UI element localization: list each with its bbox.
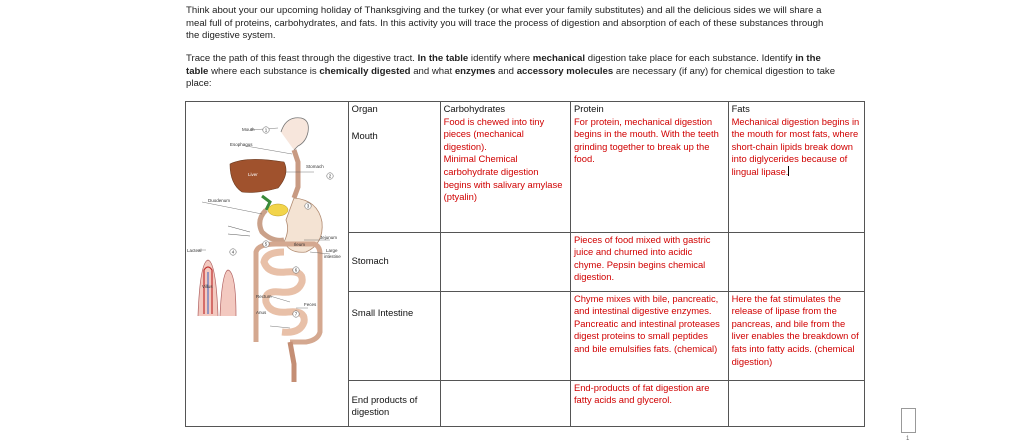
instr-bold-chemically: chemically digested xyxy=(319,65,411,77)
label-villus: Villus xyxy=(202,284,213,289)
label-large: Large xyxy=(326,248,338,253)
end-products-protein-cell[interactable]: End-products of fat digestion are fatty acids and glycerol. xyxy=(570,380,728,426)
instr-text-6: and xyxy=(495,65,517,77)
end-products-fats-cell[interactable] xyxy=(728,380,864,426)
mouth-fats-text: Mechanical digestion begins in the mouth for most fats, where short-chain lipids break down into diglycerides because of lingual lipase. xyxy=(731,115,860,177)
organ-label: Mouth xyxy=(351,129,378,141)
label-anus: Anus xyxy=(256,310,267,315)
page-number: 1 xyxy=(906,436,910,442)
mouth-carbs-text: Food is chewed into tiny pieces (mechanical digestion). Minimal Chemical carbohydrate digestion begins with salivary amylase (ptyalin) xyxy=(443,115,563,203)
marker-3 xyxy=(305,203,311,209)
digestive-system-diagram-cell xyxy=(186,102,349,427)
label-duodenum: Duodenum xyxy=(208,198,231,203)
marker-2 xyxy=(327,173,333,179)
instr-text-2: identify where xyxy=(468,53,533,64)
label-liver: Liver xyxy=(248,172,258,177)
marker-4 xyxy=(230,249,236,255)
svg-text:1: 1 xyxy=(264,127,268,133)
svg-text:6: 6 xyxy=(294,267,298,273)
scroll-indicator-box[interactable] xyxy=(901,408,916,433)
label-stomach: Stomach xyxy=(306,164,324,169)
instr-bold-accessory: accessory molecules xyxy=(516,65,614,77)
small-intestine-carbs-cell[interactable] xyxy=(440,291,570,380)
end-products-carbs-cell[interactable] xyxy=(440,380,570,426)
header-carbohydrates: Carbohydrates xyxy=(443,103,506,114)
small-intestine-fats-cell[interactable]: Here the fat stimulates the release of lipase from the pancreas, and bile from the liver enables the breakdown of fats into fatty acids. (chemical digestion) xyxy=(728,291,864,380)
table-row xyxy=(186,102,865,233)
instr-text-4: where each substance is xyxy=(208,65,320,77)
stomach-carbs-cell[interactable] xyxy=(440,232,570,291)
marker-1 xyxy=(263,127,269,133)
organ-end-products: End products of digestion xyxy=(348,380,440,426)
digestion-table xyxy=(185,101,865,427)
instr-text-5: and what xyxy=(410,65,455,77)
digestive-system-diagram xyxy=(186,102,346,422)
header-organ: Organ xyxy=(351,103,378,114)
marker-6 xyxy=(293,267,299,273)
label-feces: Feces xyxy=(304,302,317,307)
mouth-fats-cell[interactable] xyxy=(728,102,864,233)
label-ileum: Ileum xyxy=(294,242,306,247)
label-lacteal: Lacteal xyxy=(187,248,202,253)
intro-paragraph: Think about your our upcoming holiday of Thanksgiving and the turkey (or what ever your family substitutes) and all the delicious sides we will share a meal full of proteins, carbohydrates, and fats. In this activity you will trace the process of digestion and absorption of each of these substances through the digestive system. xyxy=(186,5,824,41)
instr-text-1: Trace the path of this feast through the digestive tract. xyxy=(186,53,418,64)
svg-text:2: 2 xyxy=(328,173,332,179)
stomach-protein-cell[interactable]: Pieces of food mixed with gastric juice and churned into acidic chyme. Pepsin begins chemical digestion. xyxy=(570,232,728,291)
header-fats: Fats xyxy=(731,103,750,114)
label-esophagus: Esophagus xyxy=(230,142,253,147)
organ-small-intestine: Small Intestine xyxy=(348,291,440,380)
label-mouth: Mouth xyxy=(242,127,255,132)
svg-text:3: 3 xyxy=(306,203,310,209)
organ-stomach: Stomach xyxy=(348,232,440,291)
header-protein: Protein xyxy=(573,103,604,114)
label-jejunum: Jejunum xyxy=(320,235,338,240)
instr-bold-in-table: In the table xyxy=(417,53,469,64)
instr-bold-mechanical: mechanical xyxy=(532,53,586,64)
instr-text-7: are necessary (if any) for chemical digestion to take place: xyxy=(186,65,836,89)
organ-mouth xyxy=(348,102,440,233)
svg-text:5: 5 xyxy=(264,241,268,247)
svg-text:7: 7 xyxy=(294,311,298,317)
label-rectum: Rectum xyxy=(256,294,272,299)
stomach-fats-cell[interactable] xyxy=(728,232,864,291)
mouth-protein-cell[interactable] xyxy=(570,102,728,233)
mouth-protein-text: For protein, mechanical digestion begins in the mouth. With the teeth grinding together to break up the food. xyxy=(573,115,719,165)
text-cursor xyxy=(788,166,789,176)
label-intestine: intestine xyxy=(324,254,341,259)
marker-5 xyxy=(263,241,269,247)
instr-bold-in-the-table: in the table xyxy=(186,53,821,77)
instr-text-3: digestion take place for each substance. Identify xyxy=(585,53,796,64)
mouth-carbs-cell[interactable] xyxy=(440,102,570,233)
instructions-paragraph xyxy=(186,53,836,91)
small-intestine-protein-cell[interactable]: Chyme mixes with bile, pancreatic, and intestinal digestive enzymes. Pancreatic and intestinal proteases digest proteins to small peptides and bile emulsifies fats. (chemical) xyxy=(570,291,728,380)
marker-7 xyxy=(293,311,299,317)
svg-text:4: 4 xyxy=(231,249,235,255)
instr-bold-enzymes: enzymes xyxy=(454,65,496,77)
